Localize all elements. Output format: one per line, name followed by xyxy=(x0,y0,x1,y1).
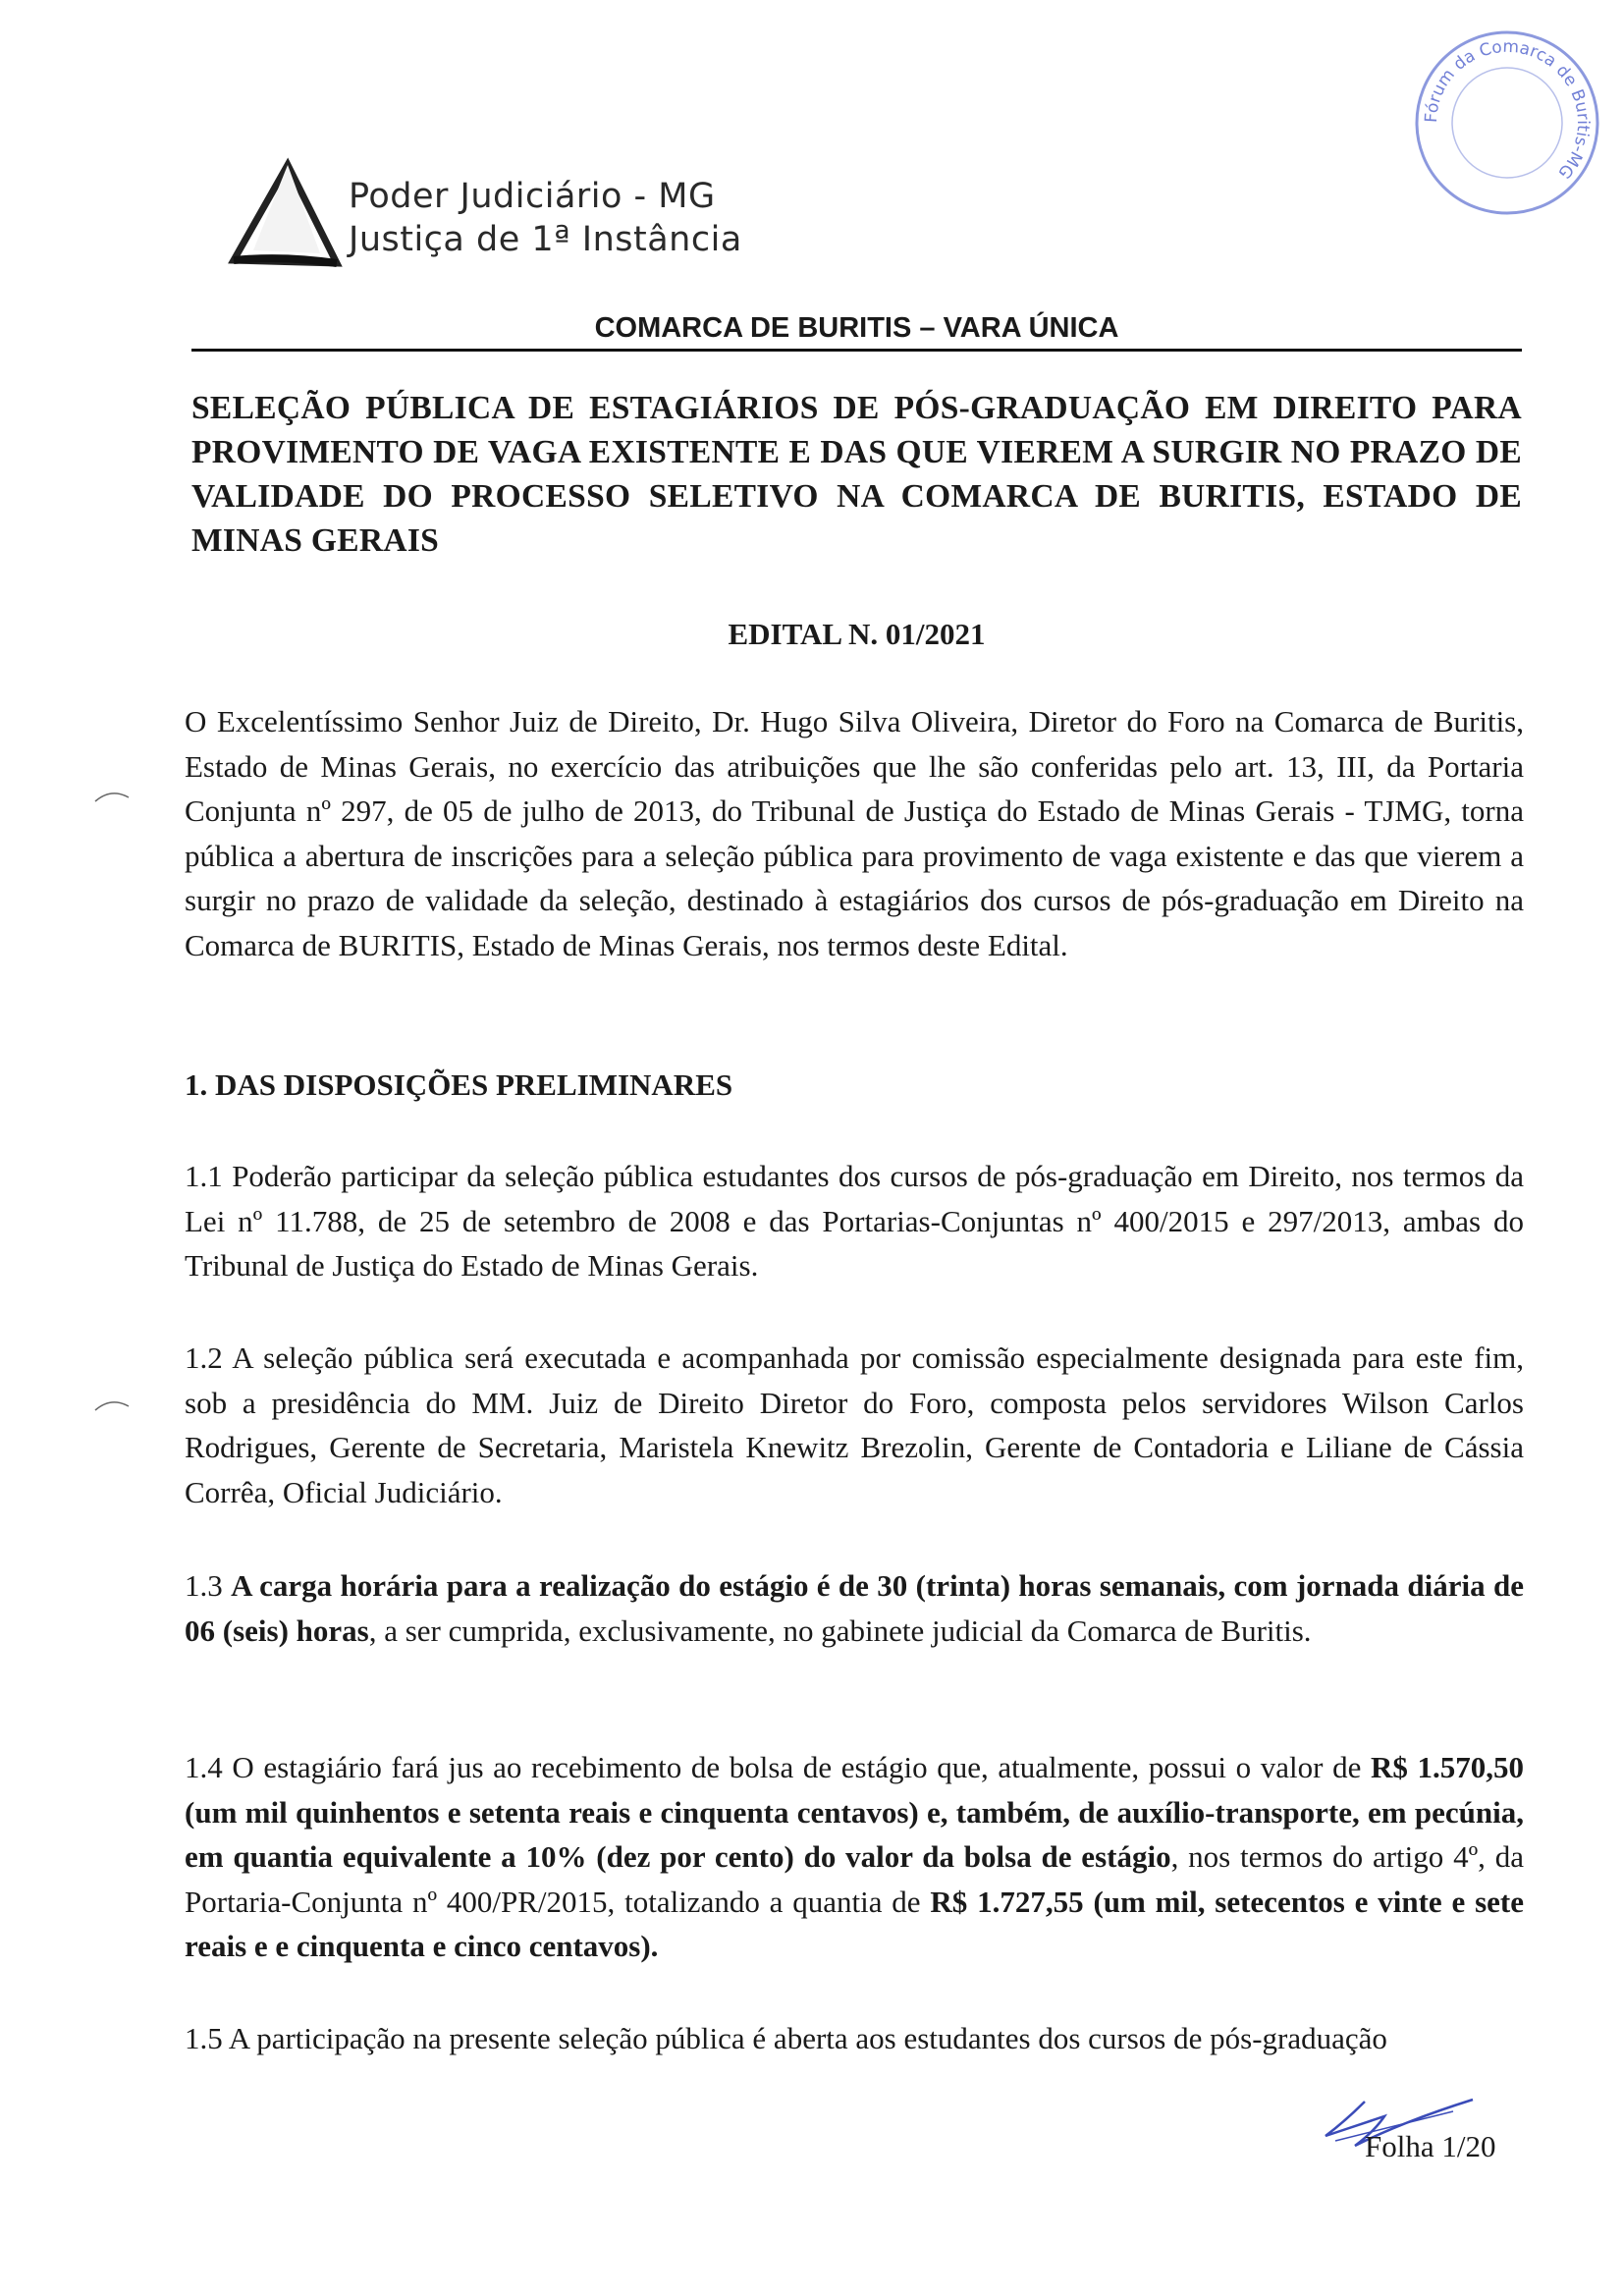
scan-mark-icon xyxy=(93,1394,133,1414)
forum-seal-stamp-icon xyxy=(1404,20,1610,226)
page-number: Folha 1/20 xyxy=(1365,2129,1496,2163)
section-1-heading: 1. DAS DISPOSIÇÕES PRELIMINARES xyxy=(185,1067,733,1102)
header-rule xyxy=(191,349,1522,352)
tjmg-triangle-logo-icon xyxy=(214,157,347,270)
paragraph-1-4-d: R$ 1.727,55 (um mil, setecentos e vinte e sete reais e e cinquenta e cinco centavos). xyxy=(185,1884,1524,1963)
paragraph-1-3-rest: , a ser cumprida, exclusivamente, no gabinete judicial da Comarca de Buritis. xyxy=(368,1613,1312,1648)
intro-paragraph: O Excelentíssimo Senhor Juiz de Direito, Dr. Hugo Silva Oliveira, Diretor do Foro na Comarca de Buritis, Estado de Minas Gerais, no exercício das atribuições que lhe são conferidas pelo art. 13, III, da Portaria Conjunta nº 297, de 05 de julho de 2013, do Tribunal de Justiça do Estado de Minas Gerais - TJMG, torna pública a abertura de inscrições para a seleção pública para provimento de vaga existente e das que vierem a surgir no prazo de validade da seleção, destinado à estagiários dos cursos de pós-graduação em Direito na Comarca de BURITIS, Estado de Minas Gerais, nos termos deste Edital. xyxy=(185,704,1524,962)
document-title: SELEÇÃO PÚBLICA DE ESTAGIÁRIOS DE PÓS-GRADUAÇÃO EM DIREITO PARA PROVIMENTO DE VAGA EXISTENTE E DAS QUE VIEREM A SURGIR NO PRAZO DE VALIDADE DO PROCESSO SELETIVO NA COMARCA DE BURITIS, ESTADO DE MINAS GERAIS xyxy=(191,390,1522,559)
org-name xyxy=(349,175,742,261)
org-line-1: Poder Judiciário - MG xyxy=(349,177,716,216)
paragraph-1-4 xyxy=(185,1745,1524,1969)
edital-number: EDITAL N. 01/2021 xyxy=(728,617,986,651)
paragraph-1-4-b: R$ 1.570,50 (um mil quinhentos e setenta reais e cinquenta centavos) e, também, de auxílio-transporte, em pecúnia, em quantia equivalente a 10% (dez por cento) do valor da bolsa de estágio xyxy=(185,1750,1524,1874)
paragraph-1-4-a: 1.4 O estagiário fará jus ao recebimento de bolsa de estágio que, atualmente, possui o valor de xyxy=(185,1750,1362,1784)
org-line-2: Justiça de 1ª Instância xyxy=(349,220,742,259)
paragraph-1-4-c: , nos termos do artigo 4º, da Portaria-Conjunta nº 400/PR/2015, totalizando a quantia de xyxy=(185,1839,1524,1919)
comarca-header: COMARCA DE BURITIS – VARA ÚNICA xyxy=(594,312,1119,344)
paragraph-1-2: 1.2 A seleção pública será executada e acompanhada por comissão especialmente designada para este fim, sob a presidência do MM. Juiz de Direito Diretor do Foro, composta pelos servidores Wilson Carlos Rodrigues, Gerente de Secretaria, Maristela Knewitz Brezolin, Gerente de Contadoria e Liliane de Cássia Corrêa, Oficial Judiciário. xyxy=(185,1340,1524,1509)
paragraph-1-3 xyxy=(185,1563,1524,1653)
scan-mark-icon xyxy=(93,786,133,805)
paragraph-1-5: 1.5 A participação na presente seleção pública é aberta aos estudantes dos cursos de pós-graduação xyxy=(185,2021,1387,2055)
paragraph-1-1: 1.1 Poderão participar da seleção pública estudantes dos cursos de pós-graduação em Direito, nos termos da Lei nº 11.788, de 25 de setembro de 2008 e das Portarias-Conjuntas nº 400/2015 e 297/2013, ambas do Tribunal de Justiça do Estado de Minas Gerais. xyxy=(185,1159,1524,1283)
paragraph-1-3-number: 1.3 xyxy=(185,1568,223,1603)
svg-text:Fórum da Comarca de Buritis-MG: Fórum da Comarca de Buritis-MG xyxy=(1421,36,1594,183)
paragraph-1-3-bold: A carga horária para a realização do estágio é de 30 (trinta) horas semanais, com jornada diária de 06 (seis) horas xyxy=(185,1568,1525,1648)
